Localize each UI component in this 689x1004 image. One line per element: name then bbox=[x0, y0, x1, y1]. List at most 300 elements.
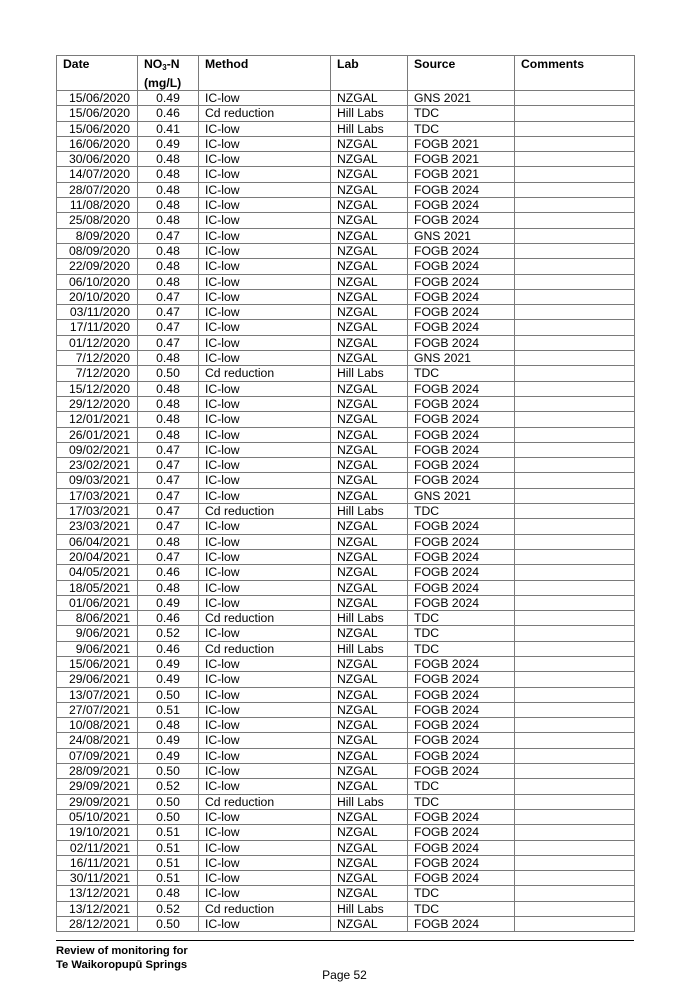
cell-method: IC-low bbox=[199, 871, 331, 886]
cell-source: FOGB 2024 bbox=[408, 809, 515, 824]
cell-date: 28/07/2020 bbox=[57, 182, 138, 197]
cell-lab: NZGAL bbox=[331, 351, 408, 366]
cell-method: IC-low bbox=[199, 473, 331, 488]
cell-no3n: 0.48 bbox=[138, 274, 199, 289]
cell-source: FOGB 2024 bbox=[408, 259, 515, 274]
cell-comments bbox=[515, 259, 635, 274]
cell-date: 29/06/2021 bbox=[57, 672, 138, 687]
cell-source: FOGB 2024 bbox=[408, 198, 515, 213]
table-row bbox=[57, 259, 635, 274]
cell-lab: NZGAL bbox=[331, 198, 408, 213]
cell-source: FOGB 2024 bbox=[408, 534, 515, 549]
cell-method: IC-low bbox=[199, 198, 331, 213]
cell-method: IC-low bbox=[199, 351, 331, 366]
cell-lab: NZGAL bbox=[331, 534, 408, 549]
cell-comments bbox=[515, 656, 635, 671]
cell-method: IC-low bbox=[199, 274, 331, 289]
cell-lab: NZGAL bbox=[331, 809, 408, 824]
cell-method: IC-low bbox=[199, 917, 331, 932]
cell-comments bbox=[515, 687, 635, 702]
cell-date: 28/12/2021 bbox=[57, 917, 138, 932]
cell-comments bbox=[515, 871, 635, 886]
cell-source: FOGB 2024 bbox=[408, 565, 515, 580]
cell-date: 7/12/2020 bbox=[57, 351, 138, 366]
cell-date: 03/11/2020 bbox=[57, 305, 138, 320]
cell-source: FOGB 2024 bbox=[408, 687, 515, 702]
cell-lab: NZGAL bbox=[331, 672, 408, 687]
cell-source: TDC bbox=[408, 779, 515, 794]
cell-comments bbox=[515, 549, 635, 564]
cell-method: IC-low bbox=[199, 748, 331, 763]
cell-date: 17/03/2021 bbox=[57, 504, 138, 519]
cell-date: 13/07/2021 bbox=[57, 687, 138, 702]
cell-date: 15/06/2020 bbox=[57, 106, 138, 121]
cell-lab: Hill Labs bbox=[331, 121, 408, 136]
cell-no3n: 0.47 bbox=[138, 442, 199, 457]
table-row bbox=[57, 611, 635, 626]
table-row bbox=[57, 565, 635, 580]
cell-date: 20/04/2021 bbox=[57, 549, 138, 564]
cell-source: FOGB 2024 bbox=[408, 672, 515, 687]
cell-no3n: 0.51 bbox=[138, 840, 199, 855]
cell-source: TDC bbox=[408, 626, 515, 641]
cell-comments bbox=[515, 167, 635, 182]
cell-comments bbox=[515, 488, 635, 503]
cell-method: IC-low bbox=[199, 779, 331, 794]
cell-source: FOGB 2024 bbox=[408, 381, 515, 396]
cell-no3n: 0.48 bbox=[138, 412, 199, 427]
cell-date: 08/09/2020 bbox=[57, 243, 138, 258]
cell-lab: NZGAL bbox=[331, 289, 408, 304]
cell-method: IC-low bbox=[199, 519, 331, 534]
cell-source: FOGB 2024 bbox=[408, 519, 515, 534]
cell-date: 17/03/2021 bbox=[57, 488, 138, 503]
cell-date: 17/11/2020 bbox=[57, 320, 138, 335]
table-row bbox=[57, 136, 635, 151]
cell-date: 26/01/2021 bbox=[57, 427, 138, 442]
cell-comments bbox=[515, 855, 635, 870]
cell-method: IC-low bbox=[199, 259, 331, 274]
table-row bbox=[57, 886, 635, 901]
cell-comments bbox=[515, 305, 635, 320]
cell-lab: NZGAL bbox=[331, 381, 408, 396]
cell-no3n: 0.48 bbox=[138, 182, 199, 197]
table-row bbox=[57, 672, 635, 687]
header-method: Method bbox=[199, 56, 331, 91]
cell-lab: NZGAL bbox=[331, 656, 408, 671]
cell-lab: NZGAL bbox=[331, 702, 408, 717]
table-row bbox=[57, 427, 635, 442]
page-number: Page 52 bbox=[322, 968, 367, 982]
cell-comments bbox=[515, 825, 635, 840]
table-row bbox=[57, 106, 635, 121]
cell-no3n: 0.50 bbox=[138, 794, 199, 809]
footer-divider bbox=[56, 940, 634, 941]
cell-no3n: 0.47 bbox=[138, 458, 199, 473]
cell-comments bbox=[515, 381, 635, 396]
cell-source: FOGB 2024 bbox=[408, 320, 515, 335]
cell-source: GNS 2021 bbox=[408, 91, 515, 106]
cell-date: 01/06/2021 bbox=[57, 595, 138, 610]
cell-method: IC-low bbox=[199, 580, 331, 595]
cell-lab: Hill Labs bbox=[331, 611, 408, 626]
header-source: Source bbox=[408, 56, 515, 91]
cell-comments bbox=[515, 764, 635, 779]
cell-method: IC-low bbox=[199, 91, 331, 106]
table-row bbox=[57, 412, 635, 427]
cell-no3n: 0.48 bbox=[138, 534, 199, 549]
table-row bbox=[57, 825, 635, 840]
cell-lab: NZGAL bbox=[331, 259, 408, 274]
cell-comments bbox=[515, 641, 635, 656]
cell-lab: NZGAL bbox=[331, 687, 408, 702]
table-row bbox=[57, 702, 635, 717]
cell-method: IC-low bbox=[199, 458, 331, 473]
cell-method: IC-low bbox=[199, 320, 331, 335]
cell-no3n: 0.47 bbox=[138, 320, 199, 335]
cell-lab: NZGAL bbox=[331, 840, 408, 855]
cell-comments bbox=[515, 152, 635, 167]
cell-source: FOGB 2024 bbox=[408, 718, 515, 733]
cell-no3n: 0.51 bbox=[138, 871, 199, 886]
table-row bbox=[57, 855, 635, 870]
cell-method: IC-low bbox=[199, 855, 331, 870]
cell-source: FOGB 2021 bbox=[408, 152, 515, 167]
cell-method: IC-low bbox=[199, 182, 331, 197]
cell-date: 15/06/2020 bbox=[57, 121, 138, 136]
cell-lab: NZGAL bbox=[331, 733, 408, 748]
cell-date: 09/03/2021 bbox=[57, 473, 138, 488]
cell-no3n: 0.51 bbox=[138, 825, 199, 840]
table-row bbox=[57, 182, 635, 197]
table-row bbox=[57, 167, 635, 182]
table-row bbox=[57, 289, 635, 304]
cell-lab: NZGAL bbox=[331, 871, 408, 886]
cell-no3n: 0.51 bbox=[138, 702, 199, 717]
cell-source: TDC bbox=[408, 121, 515, 136]
cell-comments bbox=[515, 274, 635, 289]
cell-date: 25/08/2020 bbox=[57, 213, 138, 228]
cell-no3n: 0.50 bbox=[138, 917, 199, 932]
cell-lab: NZGAL bbox=[331, 427, 408, 442]
cell-no3n: 0.47 bbox=[138, 289, 199, 304]
cell-method: Cd reduction bbox=[199, 106, 331, 121]
cell-no3n: 0.47 bbox=[138, 473, 199, 488]
cell-comments bbox=[515, 427, 635, 442]
cell-comments bbox=[515, 320, 635, 335]
cell-no3n: 0.48 bbox=[138, 427, 199, 442]
cell-lab: Hill Labs bbox=[331, 901, 408, 916]
cell-lab: NZGAL bbox=[331, 228, 408, 243]
cell-lab: Hill Labs bbox=[331, 641, 408, 656]
table-row bbox=[57, 366, 635, 381]
cell-no3n: 0.48 bbox=[138, 580, 199, 595]
table-row bbox=[57, 656, 635, 671]
cell-date: 07/09/2021 bbox=[57, 748, 138, 763]
cell-no3n: 0.50 bbox=[138, 764, 199, 779]
header-no3n: $NO_3-N$ (mg/L) bbox=[138, 56, 199, 91]
cell-no3n: 0.49 bbox=[138, 733, 199, 748]
cell-lab: NZGAL bbox=[331, 412, 408, 427]
cell-source: TDC bbox=[408, 901, 515, 916]
cell-no3n: 0.49 bbox=[138, 672, 199, 687]
cell-date: 30/11/2021 bbox=[57, 871, 138, 886]
table-row bbox=[57, 626, 635, 641]
cell-comments bbox=[515, 182, 635, 197]
cell-method: IC-low bbox=[199, 702, 331, 717]
cell-date: 29/09/2021 bbox=[57, 794, 138, 809]
table-row bbox=[57, 442, 635, 457]
cell-comments bbox=[515, 121, 635, 136]
cell-method: Cd reduction bbox=[199, 366, 331, 381]
cell-lab: NZGAL bbox=[331, 458, 408, 473]
cell-lab: NZGAL bbox=[331, 748, 408, 763]
table-row bbox=[57, 335, 635, 350]
cell-date: 09/02/2021 bbox=[57, 442, 138, 457]
cell-comments bbox=[515, 886, 635, 901]
cell-no3n: 0.51 bbox=[138, 855, 199, 870]
cell-no3n: 0.48 bbox=[138, 351, 199, 366]
cell-method: IC-low bbox=[199, 565, 331, 580]
cell-lab: NZGAL bbox=[331, 442, 408, 457]
cell-source: FOGB 2024 bbox=[408, 748, 515, 763]
cell-lab: NZGAL bbox=[331, 274, 408, 289]
cell-method: IC-low bbox=[199, 825, 331, 840]
table-row bbox=[57, 320, 635, 335]
cell-method: IC-low bbox=[199, 243, 331, 258]
cell-comments bbox=[515, 335, 635, 350]
table-row bbox=[57, 228, 635, 243]
cell-source: FOGB 2024 bbox=[408, 917, 515, 932]
cell-comments bbox=[515, 198, 635, 213]
cell-lab: NZGAL bbox=[331, 565, 408, 580]
cell-date: 24/08/2021 bbox=[57, 733, 138, 748]
cell-comments bbox=[515, 412, 635, 427]
table-row bbox=[57, 794, 635, 809]
cell-lab: NZGAL bbox=[331, 595, 408, 610]
nitrate-data-table bbox=[56, 55, 635, 932]
table-row bbox=[57, 473, 635, 488]
cell-comments bbox=[515, 840, 635, 855]
cell-lab: NZGAL bbox=[331, 580, 408, 595]
cell-lab: Hill Labs bbox=[331, 366, 408, 381]
cell-date: 15/06/2020 bbox=[57, 91, 138, 106]
cell-method: IC-low bbox=[199, 886, 331, 901]
cell-method: IC-low bbox=[199, 396, 331, 411]
cell-source: FOGB 2024 bbox=[408, 442, 515, 457]
cell-source: FOGB 2024 bbox=[408, 580, 515, 595]
cell-source: FOGB 2024 bbox=[408, 243, 515, 258]
cell-date: 20/10/2020 bbox=[57, 289, 138, 304]
cell-method: IC-low bbox=[199, 656, 331, 671]
cell-comments bbox=[515, 809, 635, 824]
table-row bbox=[57, 779, 635, 794]
cell-comments bbox=[515, 213, 635, 228]
cell-date: 04/05/2021 bbox=[57, 565, 138, 580]
cell-date: 29/09/2021 bbox=[57, 779, 138, 794]
cell-comments bbox=[515, 748, 635, 763]
cell-source: FOGB 2024 bbox=[408, 335, 515, 350]
cell-comments bbox=[515, 519, 635, 534]
cell-no3n: 0.46 bbox=[138, 611, 199, 626]
cell-comments bbox=[515, 580, 635, 595]
table-row bbox=[57, 121, 635, 136]
cell-date: 22/09/2020 bbox=[57, 259, 138, 274]
cell-source: FOGB 2024 bbox=[408, 274, 515, 289]
cell-lab: NZGAL bbox=[331, 152, 408, 167]
table-row bbox=[57, 381, 635, 396]
cell-comments bbox=[515, 91, 635, 106]
table-row bbox=[57, 748, 635, 763]
cell-comments bbox=[515, 504, 635, 519]
cell-method: Cd reduction bbox=[199, 794, 331, 809]
footer-title-line-1: Review of monitoring for bbox=[56, 945, 188, 957]
cell-date: 16/06/2020 bbox=[57, 136, 138, 151]
table-row bbox=[57, 871, 635, 886]
cell-comments bbox=[515, 565, 635, 580]
cell-lab: Hill Labs bbox=[331, 794, 408, 809]
cell-date: 29/12/2020 bbox=[57, 396, 138, 411]
cell-method: IC-low bbox=[199, 809, 331, 824]
cell-source: FOGB 2024 bbox=[408, 825, 515, 840]
table-row bbox=[57, 840, 635, 855]
cell-source: TDC bbox=[408, 106, 515, 121]
cell-no3n: 0.48 bbox=[138, 886, 199, 901]
cell-source: FOGB 2024 bbox=[408, 396, 515, 411]
cell-source: TDC bbox=[408, 794, 515, 809]
table-body bbox=[57, 91, 635, 932]
table-row bbox=[57, 641, 635, 656]
header-lab: Lab bbox=[331, 56, 408, 91]
cell-lab: NZGAL bbox=[331, 825, 408, 840]
cell-no3n: 0.49 bbox=[138, 595, 199, 610]
table-row bbox=[57, 764, 635, 779]
cell-method: IC-low bbox=[199, 595, 331, 610]
cell-no3n: 0.48 bbox=[138, 167, 199, 182]
cell-lab: Hill Labs bbox=[331, 504, 408, 519]
cell-comments bbox=[515, 794, 635, 809]
cell-no3n: 0.48 bbox=[138, 243, 199, 258]
cell-method: IC-low bbox=[199, 305, 331, 320]
cell-date: 23/02/2021 bbox=[57, 458, 138, 473]
cell-method: IC-low bbox=[199, 167, 331, 182]
cell-source: TDC bbox=[408, 886, 515, 901]
cell-source: TDC bbox=[408, 366, 515, 381]
table-row bbox=[57, 519, 635, 534]
table-row bbox=[57, 809, 635, 824]
cell-method: IC-low bbox=[199, 442, 331, 457]
cell-source: FOGB 2024 bbox=[408, 656, 515, 671]
cell-no3n: 0.46 bbox=[138, 565, 199, 580]
cell-date: 14/07/2020 bbox=[57, 167, 138, 182]
header-comments: Comments bbox=[515, 56, 635, 91]
cell-date: 27/07/2021 bbox=[57, 702, 138, 717]
cell-no3n: 0.47 bbox=[138, 335, 199, 350]
table-row bbox=[57, 901, 635, 916]
cell-source: FOGB 2024 bbox=[408, 764, 515, 779]
cell-comments bbox=[515, 901, 635, 916]
table-row bbox=[57, 274, 635, 289]
cell-no3n: 0.47 bbox=[138, 504, 199, 519]
cell-source: GNS 2021 bbox=[408, 488, 515, 503]
cell-method: IC-low bbox=[199, 718, 331, 733]
cell-method: IC-low bbox=[199, 733, 331, 748]
cell-source: TDC bbox=[408, 504, 515, 519]
table-row bbox=[57, 91, 635, 106]
cell-method: IC-low bbox=[199, 687, 331, 702]
cell-comments bbox=[515, 442, 635, 457]
cell-no3n: 0.50 bbox=[138, 687, 199, 702]
table-row bbox=[57, 243, 635, 258]
table-row bbox=[57, 549, 635, 564]
table-row bbox=[57, 351, 635, 366]
table-row bbox=[57, 396, 635, 411]
cell-method: IC-low bbox=[199, 412, 331, 427]
cell-lab: NZGAL bbox=[331, 182, 408, 197]
cell-no3n: 0.47 bbox=[138, 305, 199, 320]
cell-method: IC-low bbox=[199, 213, 331, 228]
cell-lab: NZGAL bbox=[331, 917, 408, 932]
cell-date: 7/12/2020 bbox=[57, 366, 138, 381]
table-row bbox=[57, 687, 635, 702]
cell-comments bbox=[515, 917, 635, 932]
cell-method: IC-low bbox=[199, 840, 331, 855]
table-row bbox=[57, 504, 635, 519]
cell-comments bbox=[515, 396, 635, 411]
cell-source: FOGB 2024 bbox=[408, 289, 515, 304]
cell-comments bbox=[515, 136, 635, 151]
cell-date: 13/12/2021 bbox=[57, 886, 138, 901]
cell-no3n: 0.49 bbox=[138, 136, 199, 151]
table-row bbox=[57, 733, 635, 748]
cell-date: 8/06/2021 bbox=[57, 611, 138, 626]
header-date: Date bbox=[57, 56, 138, 91]
cell-date: 8/09/2020 bbox=[57, 228, 138, 243]
cell-lab: NZGAL bbox=[331, 335, 408, 350]
cell-lab: NZGAL bbox=[331, 519, 408, 534]
cell-comments bbox=[515, 733, 635, 748]
cell-lab: NZGAL bbox=[331, 167, 408, 182]
cell-date: 02/11/2021 bbox=[57, 840, 138, 855]
cell-source: GNS 2021 bbox=[408, 351, 515, 366]
cell-comments bbox=[515, 611, 635, 626]
cell-no3n: 0.46 bbox=[138, 106, 199, 121]
cell-lab: NZGAL bbox=[331, 488, 408, 503]
cell-source: FOGB 2024 bbox=[408, 733, 515, 748]
cell-comments bbox=[515, 534, 635, 549]
table-row bbox=[57, 580, 635, 595]
cell-source: GNS 2021 bbox=[408, 228, 515, 243]
cell-source: FOGB 2024 bbox=[408, 549, 515, 564]
cell-date: 13/12/2021 bbox=[57, 901, 138, 916]
cell-method: IC-low bbox=[199, 152, 331, 167]
cell-no3n: 0.48 bbox=[138, 198, 199, 213]
cell-method: IC-low bbox=[199, 534, 331, 549]
footer-title-line-2: Te Waikoropupū Springs bbox=[56, 959, 188, 971]
cell-lab: NZGAL bbox=[331, 305, 408, 320]
table-row bbox=[57, 534, 635, 549]
cell-comments bbox=[515, 473, 635, 488]
cell-source: TDC bbox=[408, 611, 515, 626]
table-header-row bbox=[57, 56, 635, 91]
table-row bbox=[57, 458, 635, 473]
cell-source: FOGB 2021 bbox=[408, 167, 515, 182]
cell-method: IC-low bbox=[199, 764, 331, 779]
cell-method: Cd reduction bbox=[199, 611, 331, 626]
cell-no3n: 0.52 bbox=[138, 626, 199, 641]
cell-comments bbox=[515, 289, 635, 304]
cell-lab: NZGAL bbox=[331, 626, 408, 641]
